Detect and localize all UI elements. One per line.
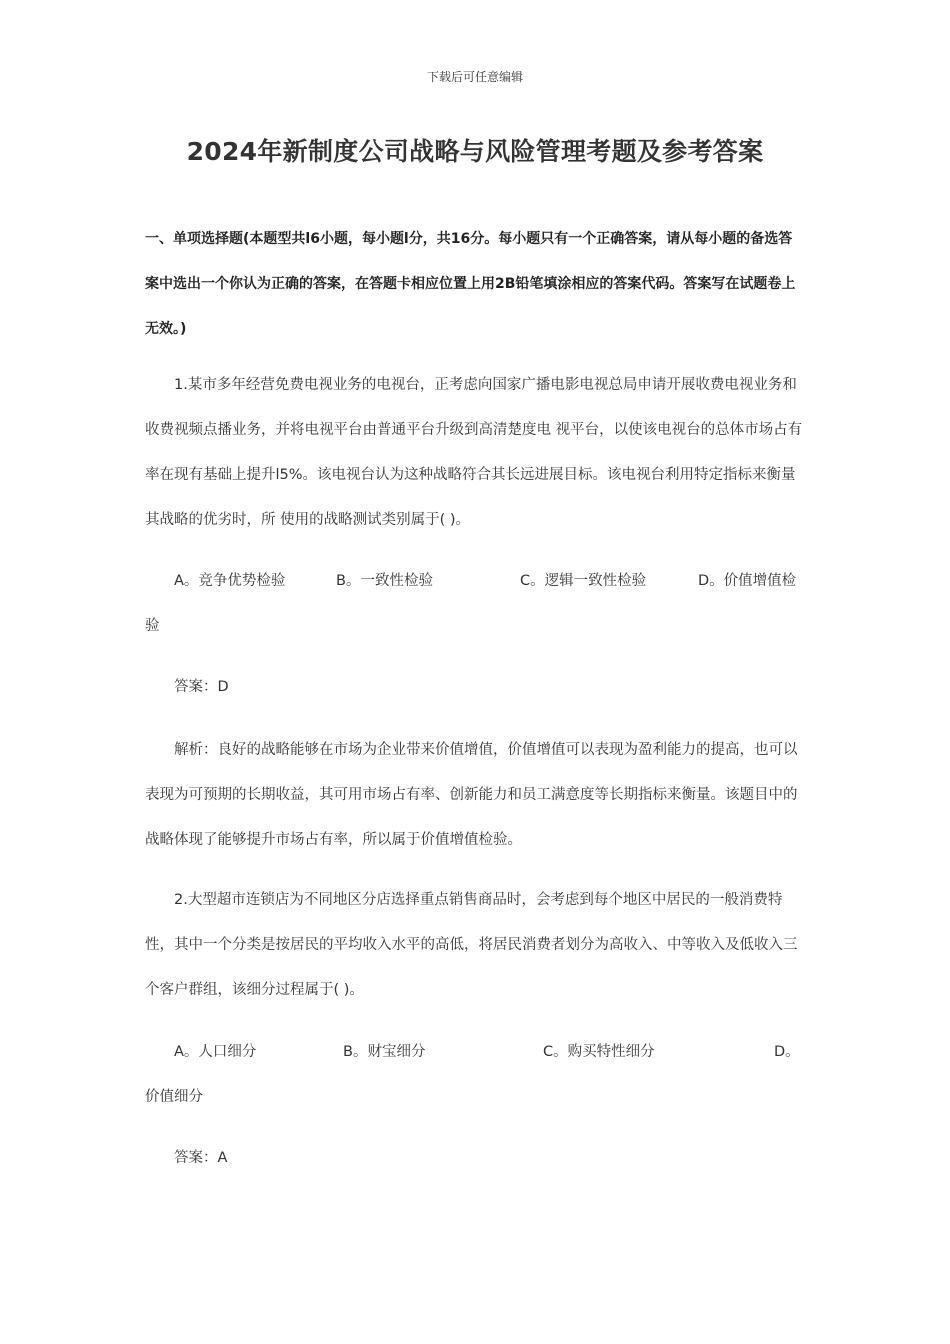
question-2-stem: 2.大型超市连锁店为不同地区分店选择重点销售商品时，会考虑到每个地区中居民的一般消费特性，其中一个分类是按居民的平均收入水平的高低，将居民消费者划分为高收入、中等收入及低收入三个客户群组，该细分过程属于( )。 — [145, 892, 798, 998]
page-header: 下载后可任意编辑 — [426, 70, 523, 84]
question-1-option-b: B。一致性检验 — [336, 573, 433, 589]
question-1-answer-block — [145, 665, 805, 710]
document-title: 2024年新制度公司战略与风险管理考题及参考答案 — [186, 137, 764, 166]
question-1-answer: 答案：D — [174, 679, 229, 695]
question-1-analysis-block — [145, 728, 805, 863]
question-2-answer-block — [145, 1136, 805, 1181]
question-1-option-d-continued: 验 — [145, 618, 160, 634]
question-1 — [145, 363, 805, 543]
question-1-option-d: D。价值增值检 — [698, 573, 797, 589]
question-2-option-a: A。人口细分 — [174, 1044, 257, 1060]
question-1-options — [145, 559, 805, 649]
question-2-option-d: D。 — [774, 1044, 800, 1060]
question-2-option-d-continued: 价值细分 — [145, 1089, 203, 1105]
question-2-option-b: B。财宝细分 — [343, 1044, 426, 1060]
question-2-option-c: C。购买特性细分 — [543, 1044, 655, 1060]
question-2 — [145, 878, 805, 1013]
question-1-stem: 1.某市多年经营免费电视业务的电视台，正考虑向国家广播电影电视总局申请开展收费电视业务和收费视频点播业务，并将电视平台由普通平台升级到高清楚度电 视平台，以使该电视台的总体市场占有率在现有基础上提升l5%。该电视台认为这种战略符合其长远进展目标。该电视台利用特定指标来衡量其战略的优劣时，所 使用的战略测试类别属于( )。 — [145, 377, 803, 528]
question-2-options — [145, 1030, 805, 1120]
section-heading: 一、单项选择题(本题型共l6小题，每小题l分，共16分。每小题只有一个正确答案，请从每小题的备选答案中选出一个你认为正确的答案，在答题卡相应位置上用2B铅笔填涂相应的答案代码。答案写在试题卷上无效。) — [145, 231, 796, 337]
question-1-option-a: A。竞争优势检验 — [174, 573, 286, 589]
question-1-analysis: 解析：良好的战略能够在市场为企业带来价值增值，价值增值可以表现为盈利能力的提高，也可以表现为可预期的长期收益，其可用市场占有率、创新能力和员工满意度等长期指标来衡量。该题目中的战略体现了能够提升市场占有率，所以属于价值增值检验。 — [145, 742, 798, 848]
question-2-answer: 答案：A — [174, 1150, 228, 1166]
question-1-option-c: C。逻辑一致性检验 — [520, 573, 647, 589]
